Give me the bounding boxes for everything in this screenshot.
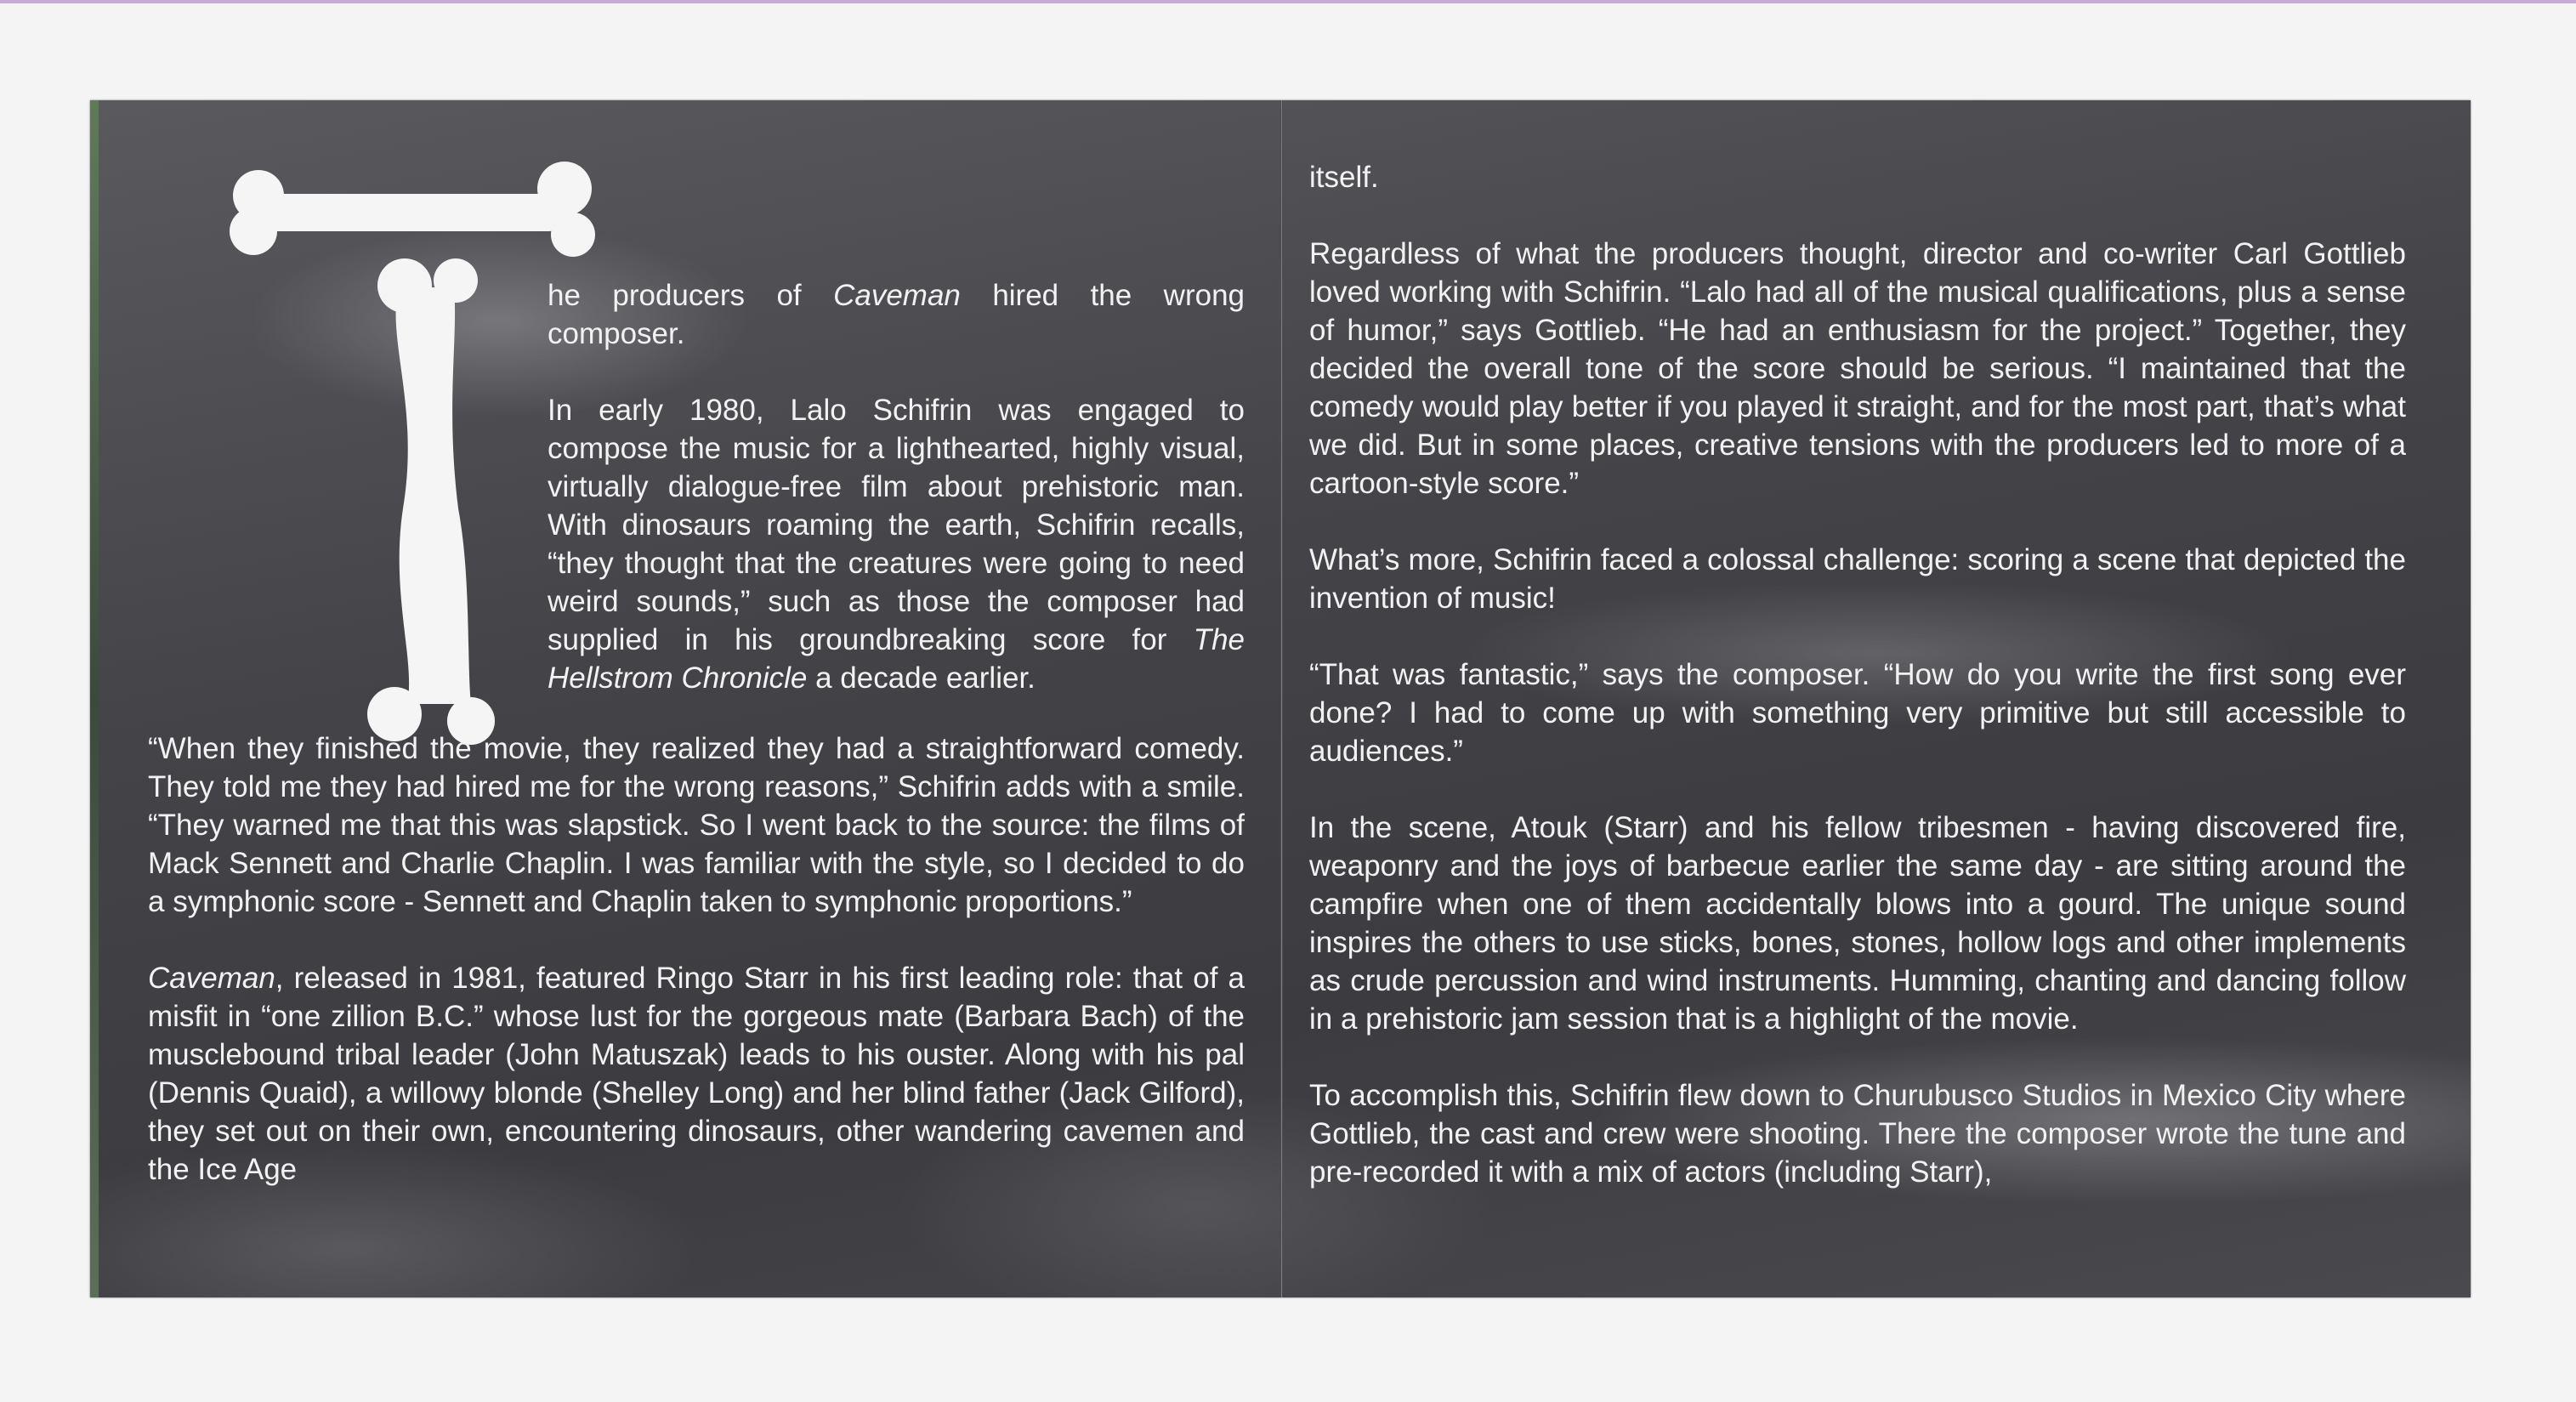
left-page: [148, 100, 1245, 1297]
scan-top-edge: [0, 0, 2576, 3]
paragraph-continuation: itself.: [1309, 161, 1379, 194]
paragraph-2: [548, 391, 1245, 697]
paragraph-8: In the scene, Atouk (Starr) and his fellow tribesmen - having discovered fire, weaponry and the joys of barbecue earlier the same day - are sitting around the campfire when one of them accidentally blows into a gourd. The unique sound inspires the others to use sticks, bones, stones, hollow logs and other implements as crude percussion and wind instruments. Humming, chanting and dancing follow in a prehistoric jam session that is a highlight of the movie.: [1309, 811, 2406, 1036]
p2-text: In early 1980, Lalo Schifrin was engaged to compose the music for a lighthearted, highly visual, virtually dialogue-free film about prehistoric man. With dinosaurs roaming the earth, Schifrin recalls, “they thought that the creatures were going to need weird sounds,” such as those the composer had supplied in his groundbreaking score for: [548, 394, 1245, 656]
film-title-caveman-2: Caveman: [148, 962, 275, 995]
film-title-hellstrom: The Hellstrom Chronicle: [548, 623, 1245, 695]
right-page: [1309, 158, 2406, 1229]
intro-text-block: [548, 276, 1245, 735]
paragraph-3: “When they finished the movie, they realized they had a straightforward comedy. They told me they had hired me for the wrong reasons,” Schifrin adds with a smile. “They warned me that this was slapstick. So I went back to the source: the films of Mack Sennett and Charlie Chaplin. I was familiar with the style, so I decided to do a symphonic score - Sennett and Chaplin taken to symphonic proportions.”: [148, 732, 1245, 918]
film-title-caveman: Caveman: [833, 279, 961, 312]
booklet-spread: [90, 100, 2471, 1297]
paragraph-5: Regardless of what the producers thought, director and co-writer Carl Gottlieb loved working with Schifrin. “Lalo had all of the musical qualifications, plus a sense of humor,” says Gottlieb. “He had an enthusiasm for the project.” Together, they decided the overall tone of the score should be serious. “I maintained that the comedy would play better if you played it straight, and for the most part, that’s what we did. But in some places, creative tensions with the producers led to more of a cartoon-style score.”: [1309, 237, 2406, 500]
paragraph-6: What’s more, Schifrin faced a colossal challenge: scoring a scene that depicted the invention of music!: [1309, 543, 2406, 615]
lower-text-block: [148, 729, 1245, 1227]
paragraph-4: [148, 959, 1245, 1189]
p1-text: he producers of: [548, 279, 834, 312]
center-fold: [1280, 100, 1283, 1297]
p2-end: a decade earlier.: [807, 661, 1036, 695]
paragraph-7: “That was fantastic,” says the composer. “How do you write the first song ever done? I had to come up with something very primitive but still accessible to audiences.”: [1309, 658, 2406, 768]
p1-end: hired the wrong composer.: [548, 279, 1245, 350]
left-edge-strip: [90, 100, 99, 1297]
paragraph-9: To accomplish this, Schifrin flew down to Churubusco Studios in Mexico City where Gottlieb, the cast and crew were shooting. There the composer wrote the tune and pre-recorded it with a mix of actors (including Starr),: [1309, 1079, 2406, 1189]
paragraph-1: [548, 276, 1245, 353]
p4-text: , released in 1981, featured Ringo Starr in his first leading role: that of a misfit in “one zillion B.C.” whose lust for the gorgeous mate (Barbara Bach) of the musclebound tribal leader (John Matuszak) leads to his ouster. Along with his pal (Dennis Quaid), a willowy blonde (Shelley Long) and her blind father (Jack Gilford), they set out on their own, encountering dinosaurs, other wandering cavemen and the Ice Age: [148, 962, 1245, 1186]
